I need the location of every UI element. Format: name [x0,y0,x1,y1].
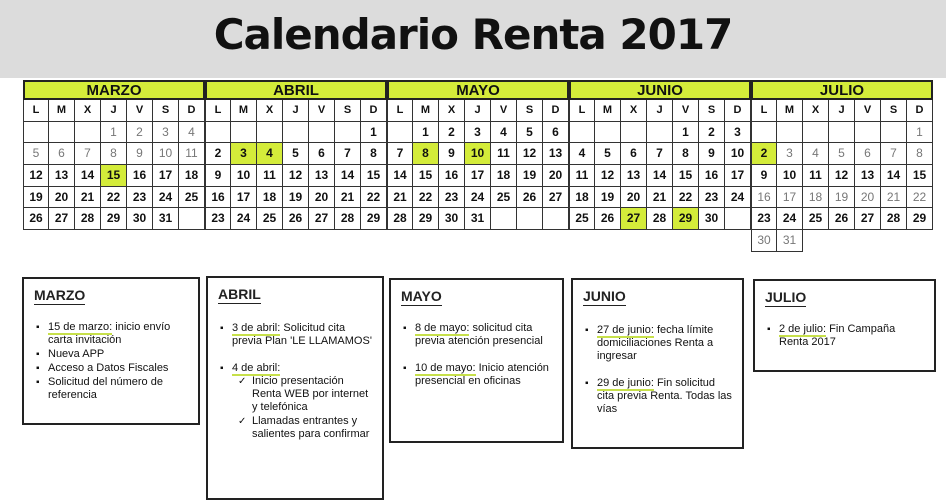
day-cell: 5 [517,122,543,144]
day-cell: 1 [361,122,387,144]
weekday-label: V [491,100,517,122]
note-text: Inicio atención presencial en oficinas [415,362,549,387]
day-cell: 15 [413,165,439,187]
day-cell: 13 [49,165,75,187]
weekday-label: X [439,100,465,122]
note-date: 8 de mayo: [415,322,470,334]
day-cell: 20 [309,187,335,209]
day-cell: 17 [153,165,179,187]
weekday-label: J [465,100,491,122]
weekday-label: V [855,100,881,122]
note-item [36,362,190,375]
weekday-label: S [153,100,179,122]
month-header: JUNIO [569,80,751,100]
day-cell: 17 [231,187,257,209]
day-cell: 10 [777,165,803,187]
note-text: Fin solicitud cita previa Renta. Todas las vías [597,377,732,415]
weekday-label: V [127,100,153,122]
day-cell: 28 [881,208,907,230]
day-cell: 4 [179,122,205,144]
day-cell: 24 [465,187,491,209]
day-cell: 2 [699,122,725,144]
note-title: MARZO [34,287,86,303]
day-cell: 15 [673,165,699,187]
weekday-label: S [517,100,543,122]
empty-cell [257,122,283,144]
empty-cell [855,122,881,144]
day-cell: 3 [231,143,257,165]
day-cell: 25 [803,208,829,230]
day-cell: 6 [855,143,881,165]
weekday-label: S [335,100,361,122]
day-cell: 27 [855,208,881,230]
day-cell: 15 [907,165,933,187]
day-cell: 3 [777,143,803,165]
note-title: ABRIL [218,286,261,302]
day-cell: 4 [491,122,517,144]
day-cell: 20 [621,187,647,209]
day-cell: 6 [309,143,335,165]
day-cell: 3 [725,122,751,144]
month-grid [205,100,387,230]
day-cell: 12 [517,143,543,165]
day-cell: 7 [647,143,673,165]
weekday-label: J [829,100,855,122]
day-cell: 21 [75,187,101,209]
day-cell: 21 [335,187,361,209]
weekday-label: X [803,100,829,122]
day-cell: 24 [153,187,179,209]
day-cell: 27 [49,208,75,230]
note-date: 29 de junio: [597,377,654,389]
note-date: 2 de julio: [779,323,827,335]
month-julio [751,80,933,252]
month-header: ABRIL [205,80,387,100]
month-header: JULIO [751,80,933,100]
weekday-label: V [309,100,335,122]
empty-cell [803,122,829,144]
day-cell: 8 [361,143,387,165]
note-list [403,322,554,389]
day-cell: 24 [777,208,803,230]
day-cell: 11 [803,165,829,187]
day-cell: 16 [205,187,231,209]
weekday-label: L [751,100,777,122]
day-cell: 31 [465,208,491,230]
day-cell: 17 [725,165,751,187]
weekday-label: X [75,100,101,122]
note-box-mayo [389,278,564,443]
note-list [220,322,374,442]
empty-cell [803,230,829,252]
day-cell: 10 [231,165,257,187]
day-cell: 11 [257,165,283,187]
day-cell: 7 [335,143,361,165]
day-cell: 18 [179,165,205,187]
day-cell: 31 [777,230,803,252]
day-cell: 14 [387,165,413,187]
note-item [220,322,374,348]
day-cell: 28 [335,208,361,230]
day-cell: 22 [413,187,439,209]
note-item [767,323,926,349]
day-cell: 30 [439,208,465,230]
day-cell: 4 [257,143,283,165]
day-cell: 27 [621,208,647,230]
note-text: fecha límite domiciliaciones Renta a ingresar [597,324,714,362]
day-cell: 1 [101,122,127,144]
day-cell: 14 [75,165,101,187]
day-cell: 1 [907,122,933,144]
day-cell: 21 [881,187,907,209]
day-cell: 9 [205,165,231,187]
weekday-label: D [725,100,751,122]
day-cell: 14 [647,165,673,187]
empty-cell [283,122,309,144]
note-text: Fin Campaña Renta 2017 [779,323,896,348]
day-cell: 18 [803,187,829,209]
empty-cell [309,122,335,144]
empty-cell [621,122,647,144]
day-cell: 15 [101,165,127,187]
note-box-junio [571,278,744,449]
month-header: MAYO [387,80,569,100]
note-box-abril [206,276,384,500]
empty-cell [881,230,907,252]
month-marzo [23,80,205,230]
empty-cell [387,122,413,144]
month-abril [205,80,387,230]
day-cell: 6 [49,143,75,165]
day-cell: 8 [907,143,933,165]
day-cell: 3 [153,122,179,144]
day-cell: 16 [127,165,153,187]
month-junio [569,80,751,230]
day-cell: 2 [127,122,153,144]
day-cell: 16 [751,187,777,209]
empty-cell [75,122,101,144]
note-item [220,362,374,441]
day-cell: 9 [751,165,777,187]
note-text: Acceso a Datos Fiscales [48,362,169,374]
day-cell: 18 [257,187,283,209]
day-cell: 6 [621,143,647,165]
day-cell: 15 [361,165,387,187]
day-cell: 13 [309,165,335,187]
month-grid [23,100,205,230]
weekday-label: D [907,100,933,122]
day-cell: 11 [491,143,517,165]
empty-cell [543,208,569,230]
day-cell: 1 [413,122,439,144]
day-cell: 8 [673,143,699,165]
weekday-label: M [595,100,621,122]
weekday-label: X [621,100,647,122]
weekday-label: D [543,100,569,122]
day-cell: 29 [361,208,387,230]
empty-cell [751,122,777,144]
note-box-marzo [22,277,200,425]
weekday-label: V [673,100,699,122]
day-cell: 4 [569,143,595,165]
day-cell: 18 [569,187,595,209]
day-cell: 13 [621,165,647,187]
weekday-label: M [777,100,803,122]
day-cell: 30 [751,230,777,252]
empty-cell [491,208,517,230]
day-cell: 5 [829,143,855,165]
note-text: solicitud cita previa atención presencial [415,322,543,347]
day-cell: 23 [205,208,231,230]
weekday-label: M [49,100,75,122]
day-cell: 19 [829,187,855,209]
day-cell: 19 [595,187,621,209]
empty-cell [855,230,881,252]
day-cell: 10 [465,143,491,165]
day-cell: 23 [439,187,465,209]
day-cell: 9 [439,143,465,165]
day-cell: 19 [283,187,309,209]
day-cell: 13 [543,143,569,165]
day-cell: 30 [699,208,725,230]
note-item [585,377,734,416]
day-cell: 10 [725,143,751,165]
note-date: 15 de marzo: [48,321,113,333]
day-cell: 29 [101,208,127,230]
empty-cell [907,230,933,252]
page-title: Calendario Renta 2017 [213,10,733,59]
empty-cell [725,208,751,230]
day-cell: 19 [517,165,543,187]
note-date: 4 de abril: [232,362,281,374]
note-list [585,324,734,417]
note-subitem: ✓ Llamadas entrantes y salientes para confirmar [238,415,374,441]
note-text: Solicitud del número de referencia [48,376,163,401]
day-cell: 30 [127,208,153,230]
note-box-julio [753,279,936,372]
day-cell: 7 [881,143,907,165]
day-cell: 4 [803,143,829,165]
month-grid [387,100,569,230]
note-title: MAYO [401,288,442,304]
note-subitem: ✓ Inicio presentación Renta WEB por internet y telefónica [238,375,374,414]
day-cell: 5 [595,143,621,165]
day-cell: 28 [387,208,413,230]
note-title: JUNIO [583,288,626,304]
weekday-label: D [361,100,387,122]
note-item [36,348,190,361]
day-cell: 20 [543,165,569,187]
day-cell: 3 [465,122,491,144]
day-cell: 10 [153,143,179,165]
note-item [36,376,190,402]
day-cell: 14 [335,165,361,187]
month-mayo [387,80,569,230]
day-cell: 18 [491,165,517,187]
day-cell: 12 [283,165,309,187]
day-cell: 2 [439,122,465,144]
day-cell: 9 [127,143,153,165]
day-cell: 12 [23,165,49,187]
empty-cell [595,122,621,144]
weekday-label: L [205,100,231,122]
day-cell: 19 [23,187,49,209]
day-cell: 14 [881,165,907,187]
day-cell: 22 [361,187,387,209]
weekday-label: S [699,100,725,122]
weekday-label: X [257,100,283,122]
day-cell: 22 [907,187,933,209]
day-cell: 20 [49,187,75,209]
day-cell: 13 [855,165,881,187]
day-cell: 22 [673,187,699,209]
note-text: Nueva APP [48,348,105,360]
note-date: 27 de junio: [597,324,654,336]
day-cell: 26 [829,208,855,230]
day-cell: 21 [387,187,413,209]
day-cell: 2 [751,143,777,165]
empty-cell [569,122,595,144]
day-cell: 27 [309,208,335,230]
day-cell: 29 [907,208,933,230]
day-cell: 31 [153,208,179,230]
day-cell: 26 [595,208,621,230]
empty-cell [205,122,231,144]
day-cell: 7 [75,143,101,165]
day-cell: 5 [283,143,309,165]
day-cell: 16 [439,165,465,187]
day-cell: 25 [569,208,595,230]
note-item [585,324,734,363]
day-cell: 26 [23,208,49,230]
note-date: 10 de mayo: [415,362,476,374]
day-cell: 17 [777,187,803,209]
day-cell: 29 [673,208,699,230]
weekday-label: J [283,100,309,122]
note-item [36,321,190,347]
note-list [767,323,926,350]
day-cell: 25 [179,187,205,209]
month-header: MARZO [23,80,205,100]
month-grid [569,100,751,230]
note-text: Solicitud cita previa Plan 'LE LLAMAMOS' [232,322,372,347]
day-cell: 23 [127,187,153,209]
day-cell: 23 [751,208,777,230]
empty-cell [231,122,257,144]
empty-cell [829,122,855,144]
day-cell: 23 [699,187,725,209]
day-cell: 21 [647,187,673,209]
day-cell: 12 [829,165,855,187]
weekday-label: L [569,100,595,122]
weekday-label: M [231,100,257,122]
day-cell: 22 [101,187,127,209]
empty-cell [829,230,855,252]
empty-cell [179,208,205,230]
weekday-label: M [413,100,439,122]
day-cell: 8 [101,143,127,165]
note-text: inicio envío carta invitación [48,321,171,346]
weekday-label: S [881,100,907,122]
note-item [403,362,554,388]
weekday-label: J [647,100,673,122]
day-cell: 29 [413,208,439,230]
day-cell: 26 [283,208,309,230]
note-item [403,322,554,348]
note-list [36,321,190,403]
empty-cell [777,122,803,144]
day-cell: 5 [23,143,49,165]
day-cell: 16 [699,165,725,187]
day-cell: 12 [595,165,621,187]
note-date: 3 de abril: [232,322,281,334]
day-cell: 24 [725,187,751,209]
month-grid [751,100,933,252]
empty-cell [881,122,907,144]
day-cell: 20 [855,187,881,209]
weekday-label: D [179,100,205,122]
weekday-label: L [387,100,413,122]
empty-cell [335,122,361,144]
day-cell: 28 [647,208,673,230]
day-cell: 25 [491,187,517,209]
day-cell: 17 [465,165,491,187]
day-cell: 27 [543,187,569,209]
note-sublist [238,375,374,441]
empty-cell [647,122,673,144]
day-cell: 25 [257,208,283,230]
empty-cell [23,122,49,144]
day-cell: 24 [231,208,257,230]
day-cell: 28 [75,208,101,230]
day-cell: 1 [673,122,699,144]
weekday-label: L [23,100,49,122]
empty-cell [517,208,543,230]
day-cell: 11 [179,143,205,165]
day-cell: 6 [543,122,569,144]
day-cell: 7 [387,143,413,165]
day-cell: 8 [413,143,439,165]
day-cell: 2 [205,143,231,165]
note-title: JULIO [765,289,807,305]
weekday-label: J [101,100,127,122]
day-cell: 9 [699,143,725,165]
day-cell: 26 [517,187,543,209]
day-cell: 11 [569,165,595,187]
empty-cell [49,122,75,144]
